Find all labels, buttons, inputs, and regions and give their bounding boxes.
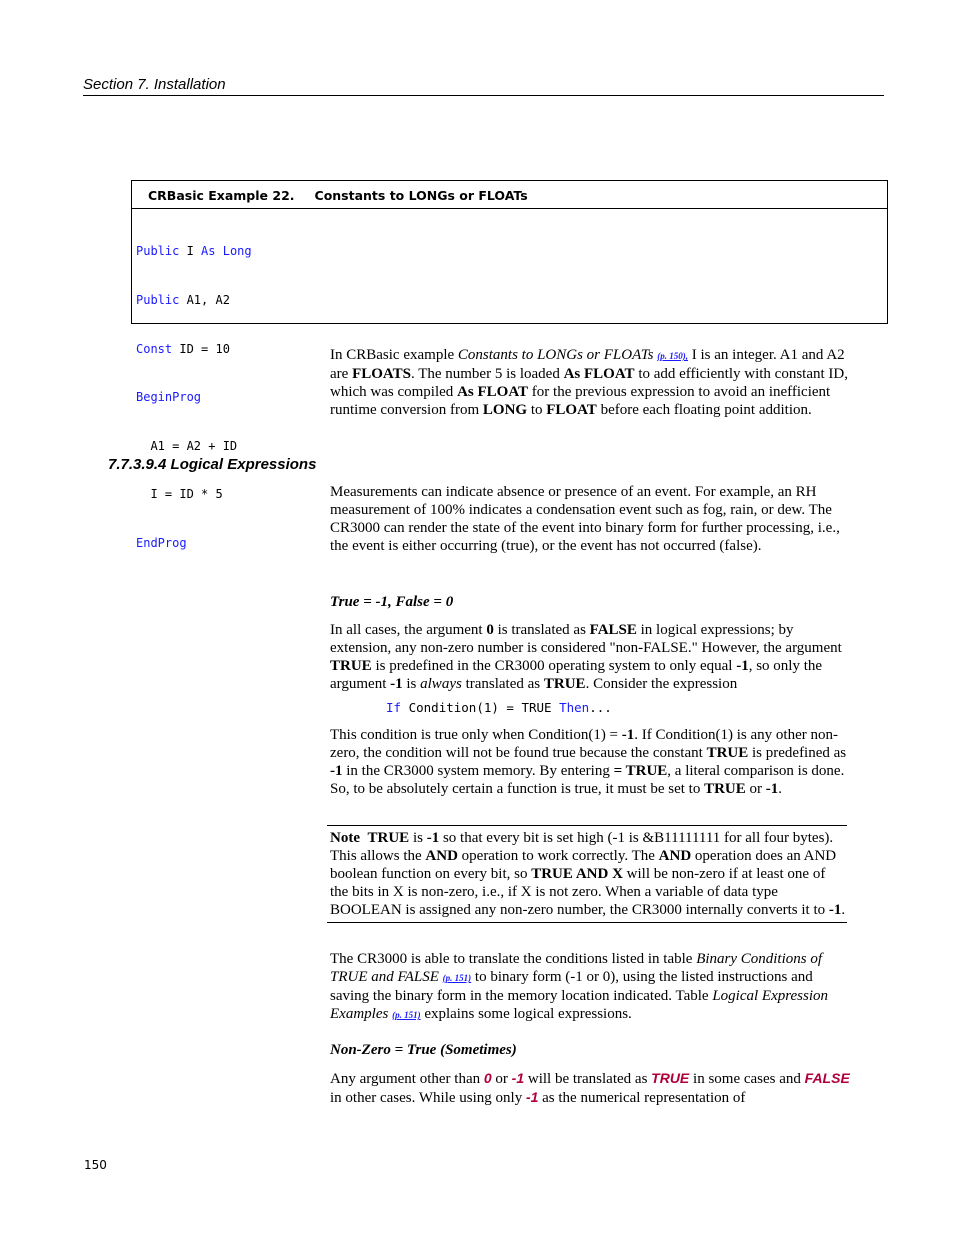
paragraph-all-cases [330, 621, 850, 693]
italic-text: always [420, 676, 462, 692]
text: to [527, 402, 547, 418]
code-text: I [179, 244, 202, 259]
bold-text: TRUE [706, 745, 749, 761]
bold-text: TRUE [330, 658, 372, 674]
link-table-ref[interactable]: Binary Conditions of TRUE and FALSE [330, 951, 823, 985]
page-ref-link[interactable]: (p. 151) [442, 973, 472, 983]
emphasis-value: 0 [483, 1070, 492, 1086]
code-keyword: Const [136, 341, 173, 356]
paragraph-translate [330, 950, 850, 1024]
text: Any argument other than [330, 1071, 484, 1087]
bold-text: TRUE AND X [531, 866, 623, 882]
text: as the numerical representation of [538, 1090, 746, 1106]
text: This condition is true only when Condition(1) = [330, 727, 622, 743]
link-example-ref[interactable]: Constants to LONGs or FLOATs [457, 347, 654, 363]
bold-text: FALSE [589, 622, 637, 638]
text: operation to work correctly. The [457, 848, 659, 864]
emphasis-value: FALSE [804, 1070, 850, 1086]
subheading-non-zero: Non-Zero = True (Sometimes) [330, 1042, 517, 1058]
code-example-title [132, 181, 887, 209]
text: translated as [461, 676, 544, 692]
bold-text: -1 [765, 781, 779, 797]
text: for the previous expression to avoid an inefficient runtime conversion from [330, 384, 831, 418]
text: . [778, 781, 783, 797]
bold-text: FLOAT [546, 402, 597, 418]
bold-text: TRUE [367, 830, 410, 846]
code-keyword: Public [136, 244, 180, 259]
text: operation does an AND boolean function on every bit, so [330, 848, 837, 882]
code-text: ... [589, 700, 612, 715]
bold-text: LONG [482, 402, 528, 418]
text: In all cases, the argument [330, 622, 487, 638]
page-number: 150 [84, 1158, 107, 1172]
text: in logical expressions; by extension, any non-zero number is considered "non-FALSE." However, the argument [330, 622, 842, 656]
emphasis-value: -1 [525, 1089, 539, 1105]
code-keyword: Then [559, 700, 590, 715]
emphasis-value: -1 [511, 1070, 525, 1086]
code-text: Condition(1) = TRUE [401, 700, 560, 715]
page-header [83, 76, 884, 96]
bold-text: AND [658, 848, 692, 864]
bold-text: -1 [828, 902, 842, 918]
paragraph-condition [330, 726, 850, 798]
text: I is an integer. A1 and A2 are [330, 347, 845, 382]
bold-text: FLOATS [352, 366, 411, 382]
text: is translated as [493, 622, 590, 638]
code-keyword: If [386, 700, 402, 715]
section-heading: 7.7.3.9.4 Logical Expressions [108, 456, 317, 473]
bold-text: 0 [486, 622, 494, 638]
code-keyword: EndProg [136, 536, 187, 551]
text: , so only the argument [330, 658, 823, 692]
note-label: Note [330, 830, 360, 846]
text: is [409, 830, 427, 846]
text: is [402, 676, 421, 692]
text: . If Condition(1) is any other non-zero, the condition will not be found true because the constant [330, 727, 838, 761]
text: , a literal comparison is done. So, to be absolutely certain a function is true, it must be set to [330, 763, 845, 797]
bold-text: AND [425, 848, 458, 864]
text: in other cases. While using only [330, 1090, 526, 1106]
bold-text: As FLOAT [563, 366, 635, 382]
code-line [136, 438, 887, 454]
emphasis-value: TRUE [651, 1070, 690, 1086]
text: explains some logical expressions. [420, 1006, 632, 1022]
page-ref-link[interactable]: (p. 151) [392, 1010, 421, 1020]
text: is predefined as [748, 745, 847, 761]
text: to add efficiently with constant ID, which was compiled [330, 366, 848, 400]
code-text: ID = 10 [172, 341, 230, 356]
bold-text: -1 [426, 830, 440, 846]
example-title: Constants to LONGs or FLOATs [314, 188, 528, 203]
code-keyword: Public [136, 293, 180, 308]
bold-text: TRUE [543, 676, 586, 692]
paragraph-measurements [330, 483, 850, 555]
text: or [745, 781, 766, 797]
section-title: Section 7. Installation [83, 76, 226, 93]
inline-code-example [386, 700, 612, 715]
text: to binary form (-1 or 0), using the listed instructions and saving the binary form in the memory location indicated. Table [330, 969, 813, 1004]
text: so that every bit is set high (-1 is &B11111111 for all four bytes). This allows the [330, 830, 834, 864]
bold-text: -1 [621, 727, 635, 743]
paragraph-constants [330, 346, 850, 419]
code-keyword: As Long [201, 244, 252, 259]
text: . The number 5 is loaded [410, 366, 564, 382]
text: will be non-zero if at least one of the bits in X is non-zero, i.e., if X is not zero. When a variable of data type BOOLEAN is assigned any non-zero number, the CR3000 internally converts it to [330, 866, 829, 918]
bold-text: TRUE [704, 781, 746, 797]
code-text: I = ID * 5 [136, 487, 223, 502]
text: or [491, 1071, 512, 1087]
text: will be translated as [524, 1071, 652, 1087]
code-line [136, 292, 887, 308]
text: . [841, 902, 846, 918]
text: is predefined in the CR3000 operating system to only equal [371, 658, 737, 674]
bold-text: = TRUE [613, 763, 668, 779]
text: . Consider the expression [585, 676, 738, 692]
code-keyword: BeginProg [136, 390, 202, 405]
example-label: CRBasic Example 22. [148, 188, 295, 203]
text: In CRBasic example [330, 347, 458, 363]
note-box [327, 825, 847, 923]
link-table-ref[interactable]: Logical Expression Examples [330, 988, 829, 1022]
text: The CR3000 is able to translate the conditions listed in table [330, 951, 697, 967]
text: Measurements can indicate absence or presence of an event. For example, an RH measurement of 100% indicates a condensation event such as fog, rain, or dew. The CR3000 can render the state of the event into binary form for further processing, i.e., the event is either occurring (true), or the event has not occurred (false). [330, 484, 840, 554]
page-ref-link[interactable]: (p. 150), [657, 351, 689, 361]
bold-text: -1 [736, 658, 749, 674]
bold-text: As FLOAT [457, 384, 529, 400]
code-line [136, 243, 887, 259]
subheading-true-false: True = -1, False = 0 [330, 594, 454, 610]
bold-text: -1 [330, 763, 343, 779]
code-text: A1, A2 [179, 293, 230, 308]
code-text: A1 = A2 + ID [136, 438, 238, 453]
paragraph-non-zero [330, 1069, 850, 1107]
bold-text: -1 [390, 676, 403, 692]
text: before each floating point addition. [596, 402, 812, 418]
text: in the CR3000 system memory. By entering [342, 763, 614, 779]
text: in some cases and [689, 1071, 805, 1087]
